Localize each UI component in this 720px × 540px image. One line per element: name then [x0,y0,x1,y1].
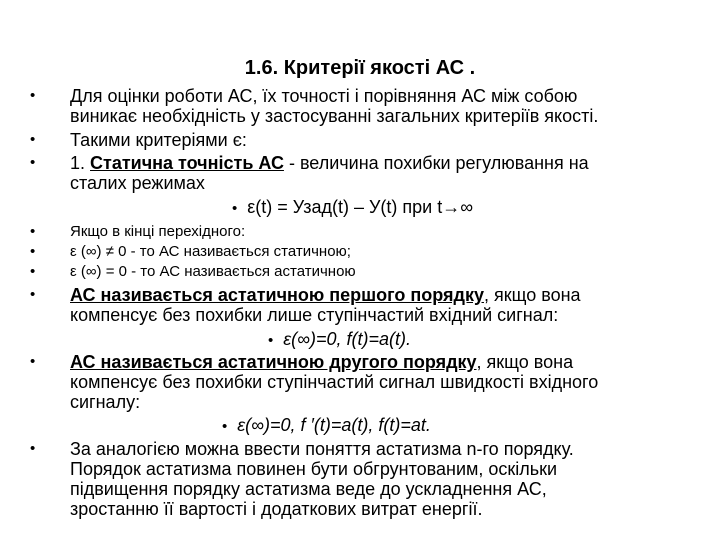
bullet-icon: • [30,87,36,104]
item-text-line: ε (∞) ≠ 0 - то АС називається статичною; [70,243,351,260]
item-prefix: 1. [70,153,91,173]
item-text-line: компенсує без похибки лише ступінчастий вхідний сигнал: [70,305,559,325]
item-text-line: ε (∞) = 0 - то АС називається астатичною [70,263,356,280]
bullet-icon: • [30,440,36,457]
item-text-line: сталих режимах [70,173,205,193]
bullet-icon: • [30,286,36,303]
page-title: 1.6. Критерії якості АС . [244,57,476,79]
item-text-line [70,153,684,173]
bullet-icon: • [30,263,36,280]
formula-line [268,329,411,351]
bullet-icon: • [222,418,228,435]
emphasis-text: Статична точність АС [90,153,284,173]
formula-line [222,415,431,437]
bullet-icon: • [30,131,36,148]
item-text-line: виникає необхідність у застосуванні загальних критеріїв якості. [70,106,599,126]
formula-text: ε(t) = Узад(t) – У(t) при t→∞ [247,197,474,217]
item-text-line: Якщо в кінці перехідного: [70,223,246,240]
item-text-line: зростанню її вартості і додаткових витрат енергії. [70,499,483,519]
item-text-line: підвищення порядку астатизма веде до ускладнення АС, [70,479,547,499]
item-text-line: Для оцінки роботи АС, їх точності і порівняння АС між собою [70,86,578,106]
bullet-icon: • [268,332,274,349]
item-text-line [70,352,684,372]
bullet-icon: • [30,154,36,171]
item-text-line: компенсує без похибки ступінчастий сигнал швидкості вхідного [70,372,599,392]
item-rest: , якщо вона [476,352,574,372]
item-text-line: Порядок астатизма повинен бути обгрунтованим, оскільки [70,459,558,479]
emphasis-text: АС називається астатичною першого порядку [70,285,484,305]
formula-text: ε(∞)=0, f(t)=a(t). [283,329,412,349]
emphasis-text: АС називається астатичною другого порядку [70,352,477,372]
item-text-line [70,285,684,305]
bullet-icon: • [30,353,36,370]
item-text-line: Такими критеріями є: [70,130,247,150]
item-rest: , якщо вона [483,285,581,305]
item-rest: - величина похибки регулювання на [283,153,589,173]
bullet-icon: • [30,243,36,260]
bullet-icon: • [232,200,238,217]
item-text-line: сигналу: [70,392,141,412]
formula-line [232,197,473,219]
bullet-icon: • [30,223,36,240]
formula-text: ε(∞)=0, f ′(t)=a(t), f(t)=at. [237,415,431,435]
item-text-line: За аналогією можна ввести поняття астатизма n-го порядку. [70,439,574,459]
